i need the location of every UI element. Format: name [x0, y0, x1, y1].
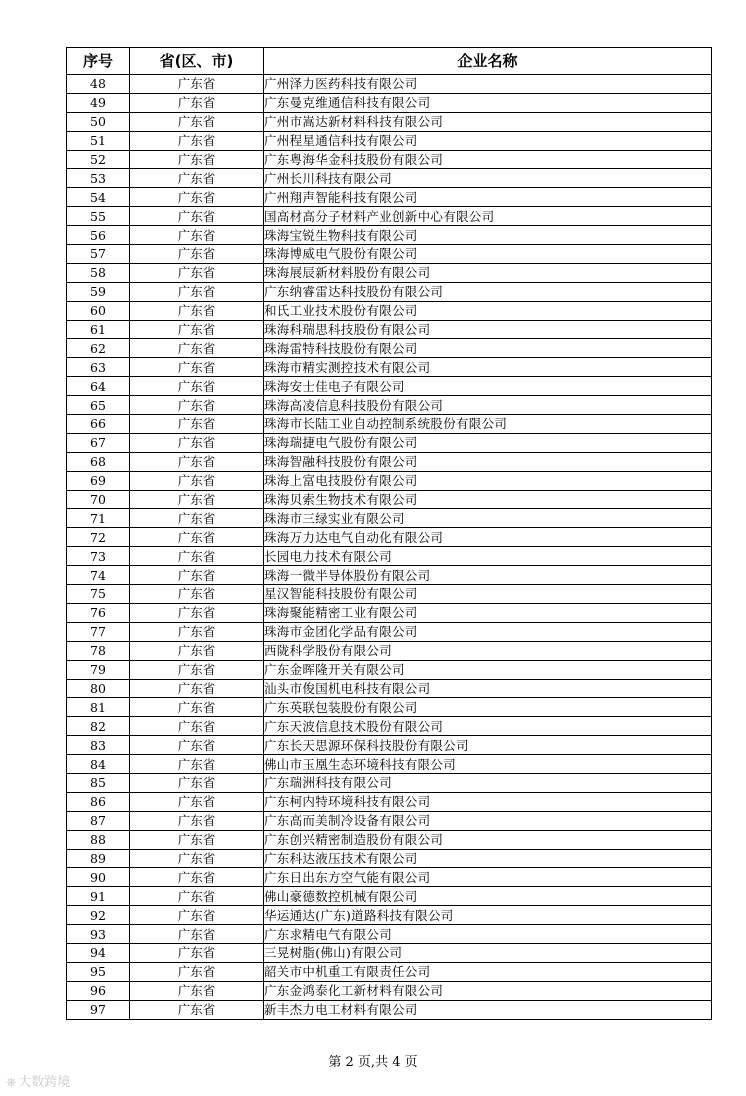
row-number: 52: [67, 150, 130, 169]
table-row: [67, 679, 712, 698]
row-province: 广东省: [130, 188, 264, 207]
header-company: 企业名称: [264, 48, 712, 75]
table-row: [67, 736, 712, 755]
table-row: [67, 226, 712, 245]
row-number: 67: [67, 433, 130, 452]
header-no: 序号: [67, 48, 130, 75]
table-row: [67, 868, 712, 887]
row-province: 广东省: [130, 339, 264, 358]
row-number: 63: [67, 358, 130, 377]
table-row: [67, 811, 712, 830]
row-number: 81: [67, 698, 130, 717]
row-number: 72: [67, 528, 130, 547]
row-company-name: 广州市嵩达新材料科技有限公司: [264, 112, 712, 131]
row-company-name: 广州长川科技有限公司: [264, 169, 712, 188]
row-number: 70: [67, 490, 130, 509]
row-province: 广东省: [130, 245, 264, 264]
row-province: 广东省: [130, 320, 264, 339]
row-number: 60: [67, 301, 130, 320]
row-province: 广东省: [130, 925, 264, 944]
row-company-name: 珠海贝索生物技术有限公司: [264, 490, 712, 509]
table-row: [67, 396, 712, 415]
table-row: [67, 622, 712, 641]
table-row: [67, 282, 712, 301]
row-number: 85: [67, 773, 130, 792]
table-row: [67, 169, 712, 188]
table-row: [67, 245, 712, 264]
row-number: 91: [67, 887, 130, 906]
row-province: 广东省: [130, 906, 264, 925]
row-province: 广东省: [130, 736, 264, 755]
row-province: 广东省: [130, 811, 264, 830]
table-row: [67, 358, 712, 377]
row-company-name: 珠海市三绿实业有限公司: [264, 509, 712, 528]
row-company-name: 广东曼克维通信科技有限公司: [264, 93, 712, 112]
row-company-name: 珠海安士佳电子有限公司: [264, 377, 712, 396]
row-company-name: 广东求精电气有限公司: [264, 925, 712, 944]
row-province: 广东省: [130, 471, 264, 490]
row-province: 广东省: [130, 849, 264, 868]
row-number: 48: [67, 75, 130, 94]
table-row: [67, 490, 712, 509]
table-row: [67, 660, 712, 679]
table-row: [67, 566, 712, 585]
row-province: 广东省: [130, 585, 264, 604]
table-row: [67, 943, 712, 962]
row-province: 广东省: [130, 301, 264, 320]
row-number: 76: [67, 603, 130, 622]
row-number: 80: [67, 679, 130, 698]
row-province: 广东省: [130, 547, 264, 566]
table-header: [67, 48, 712, 75]
row-province: 广东省: [130, 528, 264, 547]
row-number: 75: [67, 585, 130, 604]
row-company-name: 华运通达(广东)道路科技有限公司: [264, 906, 712, 925]
row-number: 61: [67, 320, 130, 339]
row-company-name: 珠海展辰新材料股份有限公司: [264, 263, 712, 282]
row-company-name: 广东英联包装股份有限公司: [264, 698, 712, 717]
row-company-name: 珠海万力达电气自动化有限公司: [264, 528, 712, 547]
row-number: 92: [67, 906, 130, 925]
row-number: 97: [67, 1000, 130, 1019]
row-province: 广东省: [130, 150, 264, 169]
row-province: 广东省: [130, 830, 264, 849]
row-province: 广东省: [130, 377, 264, 396]
page-footer: 第 2 页,共 4 页: [328, 1055, 418, 1070]
row-number: 59: [67, 282, 130, 301]
row-company-name: 珠海宝锐生物科技有限公司: [264, 226, 712, 245]
table-row: [67, 925, 712, 944]
row-province: 广东省: [130, 792, 264, 811]
row-province: 广东省: [130, 981, 264, 1000]
row-province: 广东省: [130, 717, 264, 736]
table-row: [67, 377, 712, 396]
row-province: 广东省: [130, 396, 264, 415]
row-province: 广东省: [130, 660, 264, 679]
row-province: 广东省: [130, 452, 264, 471]
row-company-name: 珠海科瑞思科技股份有限公司: [264, 320, 712, 339]
row-number: 95: [67, 962, 130, 981]
logo-icon: ⎈: [6, 1075, 17, 1090]
row-company-name: 三晃树脂(佛山)有限公司: [264, 943, 712, 962]
row-province: 广东省: [130, 887, 264, 906]
row-province: 广东省: [130, 93, 264, 112]
row-company-name: 广东高而美制冷设备有限公司: [264, 811, 712, 830]
table-row: [67, 887, 712, 906]
table-row: [67, 792, 712, 811]
row-company-name: 珠海智融科技股份有限公司: [264, 452, 712, 471]
table-row: [67, 906, 712, 925]
row-number: 93: [67, 925, 130, 944]
row-number: 65: [67, 396, 130, 415]
table-row: [67, 263, 712, 282]
row-number: 68: [67, 452, 130, 471]
row-company-name: 珠海瑞捷电气股份有限公司: [264, 433, 712, 452]
row-company-name: 广州翔声智能科技有限公司: [264, 188, 712, 207]
row-number: 83: [67, 736, 130, 755]
table-row: [67, 773, 712, 792]
row-province: 广东省: [130, 207, 264, 226]
row-province: 广东省: [130, 755, 264, 774]
row-number: 90: [67, 868, 130, 887]
row-company-name: 珠海市长陆工业自动控制系统股份有限公司: [264, 415, 712, 434]
row-company-name: 和氏工业技术股份有限公司: [264, 301, 712, 320]
row-number: 74: [67, 566, 130, 585]
table-row: [67, 1000, 712, 1019]
row-province: 广东省: [130, 679, 264, 698]
row-number: 73: [67, 547, 130, 566]
table-row: [67, 131, 712, 150]
row-number: 64: [67, 377, 130, 396]
table-row: [67, 962, 712, 981]
row-province: 广东省: [130, 773, 264, 792]
row-number: 71: [67, 509, 130, 528]
row-company-name: 珠海聚能精密工业有限公司: [264, 603, 712, 622]
header-row: [67, 48, 712, 75]
row-province: 广东省: [130, 566, 264, 585]
row-number: 79: [67, 660, 130, 679]
watermark: [6, 1071, 70, 1090]
row-province: 广东省: [130, 358, 264, 377]
watermark-text: 大数跨境: [18, 1075, 71, 1090]
row-province: 广东省: [130, 698, 264, 717]
row-number: 53: [67, 169, 130, 188]
row-number: 87: [67, 811, 130, 830]
table-row: [67, 112, 712, 131]
row-company-name: 佛山豪德数控机械有限公司: [264, 887, 712, 906]
row-number: 62: [67, 339, 130, 358]
row-company-name: 广东金鸿泰化工新材料有限公司: [264, 981, 712, 1000]
table-row: [67, 433, 712, 452]
row-company-name: 广州程星通信科技有限公司: [264, 131, 712, 150]
row-company-name: 广东瑞洲科技有限公司: [264, 773, 712, 792]
row-province: 广东省: [130, 962, 264, 981]
row-company-name: 广东长天思源环保科技股份有限公司: [264, 736, 712, 755]
row-company-name: 珠海市金团化学品有限公司: [264, 622, 712, 641]
row-number: 86: [67, 792, 130, 811]
row-province: 广东省: [130, 169, 264, 188]
row-number: 82: [67, 717, 130, 736]
row-province: 广东省: [130, 509, 264, 528]
table-row: [67, 528, 712, 547]
row-number: 88: [67, 830, 130, 849]
row-number: 54: [67, 188, 130, 207]
company-table: [66, 47, 712, 1020]
table-row: [67, 698, 712, 717]
row-number: 49: [67, 93, 130, 112]
row-company-name: 广东柯内特环境科技有限公司: [264, 792, 712, 811]
row-number: 66: [67, 415, 130, 434]
row-province: 广东省: [130, 131, 264, 150]
row-number: 77: [67, 622, 130, 641]
row-company-name: 广东科达液压技术有限公司: [264, 849, 712, 868]
row-number: 78: [67, 641, 130, 660]
row-province: 广东省: [130, 282, 264, 301]
row-company-name: 佛山市玉凰生态环境科技有限公司: [264, 755, 712, 774]
row-province: 广东省: [130, 603, 264, 622]
row-company-name: 广东粤海华金科技股份有限公司: [264, 150, 712, 169]
row-company-name: 汕头市俊国机电科技有限公司: [264, 679, 712, 698]
table-row: [67, 93, 712, 112]
row-province: 广东省: [130, 75, 264, 94]
row-number: 69: [67, 471, 130, 490]
row-company-name: 珠海博威电气股份有限公司: [264, 245, 712, 264]
row-number: 51: [67, 131, 130, 150]
row-number: 94: [67, 943, 130, 962]
row-province: 广东省: [130, 622, 264, 641]
row-company-name: 广东金晖隆开关有限公司: [264, 660, 712, 679]
row-province: 广东省: [130, 433, 264, 452]
row-province: 广东省: [130, 1000, 264, 1019]
row-company-name: 广东天波信息技术股份有限公司: [264, 717, 712, 736]
table-row: [67, 188, 712, 207]
table-row: [67, 415, 712, 434]
table-row: [67, 150, 712, 169]
row-company-name: 广东创兴精密制造股份有限公司: [264, 830, 712, 849]
table-row: [67, 75, 712, 94]
row-number: 50: [67, 112, 130, 131]
header-province: 省(区、市): [130, 48, 264, 75]
table-row: [67, 207, 712, 226]
row-company-name: 珠海一微半导体股份有限公司: [264, 566, 712, 585]
table-row: [67, 301, 712, 320]
row-province: 广东省: [130, 226, 264, 245]
row-province: 广东省: [130, 415, 264, 434]
table-row: [67, 585, 712, 604]
table-row: [67, 547, 712, 566]
table-row: [67, 471, 712, 490]
table-row: [67, 320, 712, 339]
row-company-name: 韶关市中机重工有限责任公司: [264, 962, 712, 981]
row-province: 广东省: [130, 868, 264, 887]
row-number: 89: [67, 849, 130, 868]
table-row: [67, 339, 712, 358]
row-number: 56: [67, 226, 130, 245]
row-company-name: 广东日出东方空气能有限公司: [264, 868, 712, 887]
row-province: 广东省: [130, 263, 264, 282]
row-number: 96: [67, 981, 130, 1000]
row-company-name: 珠海市精实测控技术有限公司: [264, 358, 712, 377]
row-company-name: 星汉智能科技股份有限公司: [264, 585, 712, 604]
row-company-name: 珠海上富电技股份有限公司: [264, 471, 712, 490]
table-row: [67, 717, 712, 736]
row-province: 广东省: [130, 943, 264, 962]
table-row: [67, 509, 712, 528]
row-province: 广东省: [130, 490, 264, 509]
table-row: [67, 849, 712, 868]
row-number: 55: [67, 207, 130, 226]
row-company-name: 国高材高分子材料产业创新中心有限公司: [264, 207, 712, 226]
table-row: [67, 830, 712, 849]
row-number: 57: [67, 245, 130, 264]
row-company-name: 广东纳睿雷达科技股份有限公司: [264, 282, 712, 301]
row-company-name: 西陇科学股份有限公司: [264, 641, 712, 660]
table-row: [67, 641, 712, 660]
row-company-name: 广州泽力医药科技有限公司: [264, 75, 712, 94]
table-body: [67, 75, 712, 1020]
row-company-name: 新丰杰力电工材料有限公司: [264, 1000, 712, 1019]
row-number: 58: [67, 263, 130, 282]
row-number: 84: [67, 755, 130, 774]
row-company-name: 珠海高凌信息科技股份有限公司: [264, 396, 712, 415]
row-province: 广东省: [130, 641, 264, 660]
table-row: [67, 755, 712, 774]
table-row: [67, 452, 712, 471]
table-row: [67, 603, 712, 622]
table-row: [67, 981, 712, 1000]
row-province: 广东省: [130, 112, 264, 131]
row-company-name: 长园电力技术有限公司: [264, 547, 712, 566]
row-company-name: 珠海雷特科技股份有限公司: [264, 339, 712, 358]
